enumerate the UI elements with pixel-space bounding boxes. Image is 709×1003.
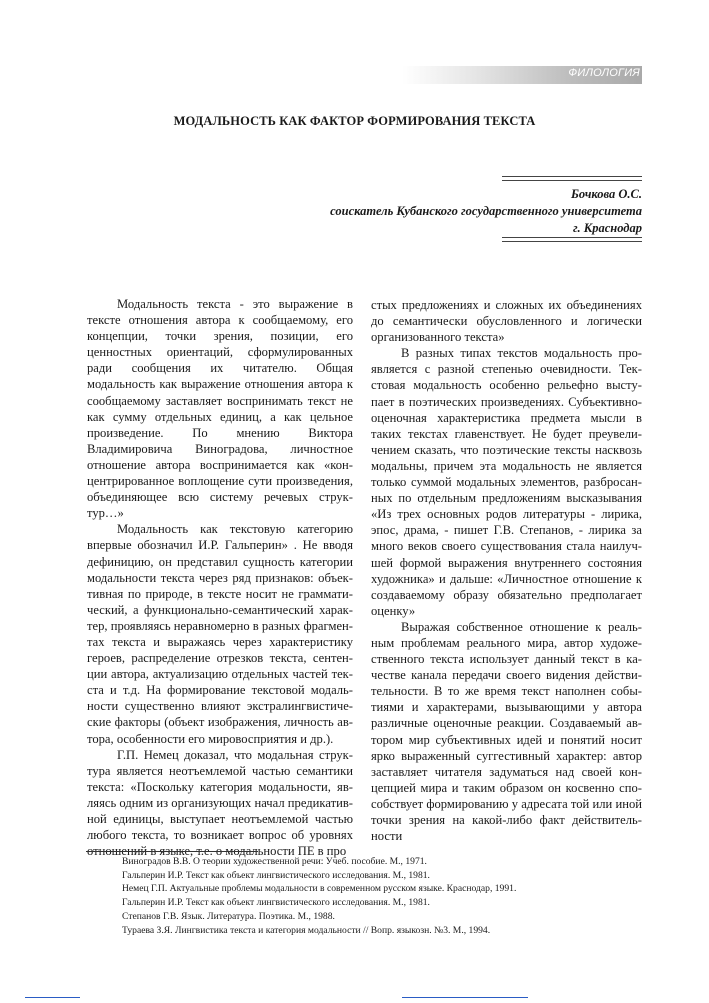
footnote: Виноградов В.В. О теории художественной речи: Учеб. пособие. М., 1971. xyxy=(122,856,427,867)
author-city: г. Краснодар xyxy=(573,221,642,235)
footnote: Немец Г.П. Актуальные проблемы модальности в современном русском языке. Краснодар, 1991. xyxy=(122,883,517,895)
author-rule-bottom xyxy=(502,237,642,238)
footnote: Тураева З.Я. Лингвистика текста и категория модальности // Вопр. языкозн. №3. М., 1994. xyxy=(122,924,491,936)
paragraph: Г.П. Немец доказал, что модальная структура является неотъемлемой частью семантики текста: «Поскольку категория модальности, являясь одним из организующих начал предикативной единицы, выступает неотъемлемой частью любого текста, то возникает вопрос об уровнях отношений в языке, т.е. о модальности ПЕ в про xyxy=(87,747,353,859)
paragraph: стых предложениях и сложных их объединениях до семантически обусловленного и логически организованного текста» xyxy=(371,298,642,345)
body-column-left xyxy=(87,296,353,859)
body-column-right xyxy=(371,297,642,844)
author-rule-top xyxy=(502,176,642,177)
section-label: ФИЛОЛОГИЯ xyxy=(568,67,640,79)
paragraph: В разных типах текстов модальность проявляется с разной степенью очевидности. Текстовая модальность особенно рельефно выступает в поэтических произведениях. Субъективно-оценочная характеристика предмета мысли в таких текстах главенствует. Не будет преувеличением сказать, что поэтические тексты насквозь модальны, причем эта модальность не является только суммой модальных элементов, разбросанных по отдельным предложениям высказывания «Из трех основных родов литературы - лирика, эпос, драма, - пишет Г.В. Степанов, - лирика за много веков своего существования стала наилучшей формой выражения внутреннего состояния художника» и дальше: «Личностное отношение к создаваемому образу обязательно предполагает оценку» xyxy=(371,346,642,618)
section-header-bar xyxy=(402,66,642,84)
bottom-link-left[interactable] xyxy=(25,997,80,998)
paragraph: Выражая собственное отношение к реальным проблемам реального мира, автор художественного текста использует данный текст в качестве канала передачи своего видения действительности. В то же время текст наполнен событиями и характерами, вызывающими у автора различные оценочные реакции. Создаваемый автором мир субъективных идей и понятий носит ярко выраженный суггестивный характер: автор заставляет читателя задуматься над своей концепцией мира и таким образом он косвенно способствует формированию у адресата той или иной точки зрения на какой-либо факт действительности xyxy=(371,619,642,844)
footnote: Степанов Г.В. Язык. Литература. Поэтика. М., 1988. xyxy=(122,910,335,922)
footnote-separator xyxy=(86,851,258,852)
author-name: Бочкова О.С. xyxy=(570,187,642,201)
footnote: Гальперин И.Р. Текст как объект лингвистического исследования. М., 1981. xyxy=(122,869,430,881)
author-block xyxy=(330,186,642,237)
author-affiliation: соискатель Кубанского государственного университета xyxy=(330,204,642,218)
author-rule-top-2 xyxy=(502,180,642,181)
footnotes xyxy=(122,855,642,937)
article-title: МОДАЛЬНОСТЬ КАК ФАКТОР ФОРМИРОВАНИЯ ТЕКСТА xyxy=(173,114,536,128)
author-rule-bottom-2 xyxy=(502,241,642,242)
footnote: Гальперин И.Р. Текст как объект лингвистического исследования. М., 1981. xyxy=(122,897,430,909)
bottom-link-right[interactable] xyxy=(402,997,528,998)
paragraph: Модальность текста - это выражение в тексте отношения автора к сообщаемому, его концепции, точки зрения, позиции, его ценностных ориентаций, сформулированных ради сообщения их читателю. Общая модальность как выражение отношения автора к сообщаемому заставляет воспринимать текст не как сумму отдельных единиц, а как цельное произведение. По мнению Виктора Владимировича Виноградова, личностное отношение автора воспринимается как «концентрированное воплощение сути произведения, объединяющее всю систему речевых структур…» xyxy=(87,297,353,521)
paragraph: Модальность как текстовую категорию впервые обозначил И.Р. Гальперин» . Не вводя дефиницию, он представил сущность категории модальности текста через ряд признаков: объективная по природе, в тексте носит не грамматический, а функционально-семантический характер, проявляясь неравномерно в разных фрагментах текста и выражаясь через характеристику героев, распределение отрезков текста, сентенции автора, актуализацию отдельных частей текста и т.д. На формирование текстовой модальности существенно влияют экстралингвистические факторы (объект изображения, личность автора, особенности его мировосприятия и др.). xyxy=(87,522,353,746)
